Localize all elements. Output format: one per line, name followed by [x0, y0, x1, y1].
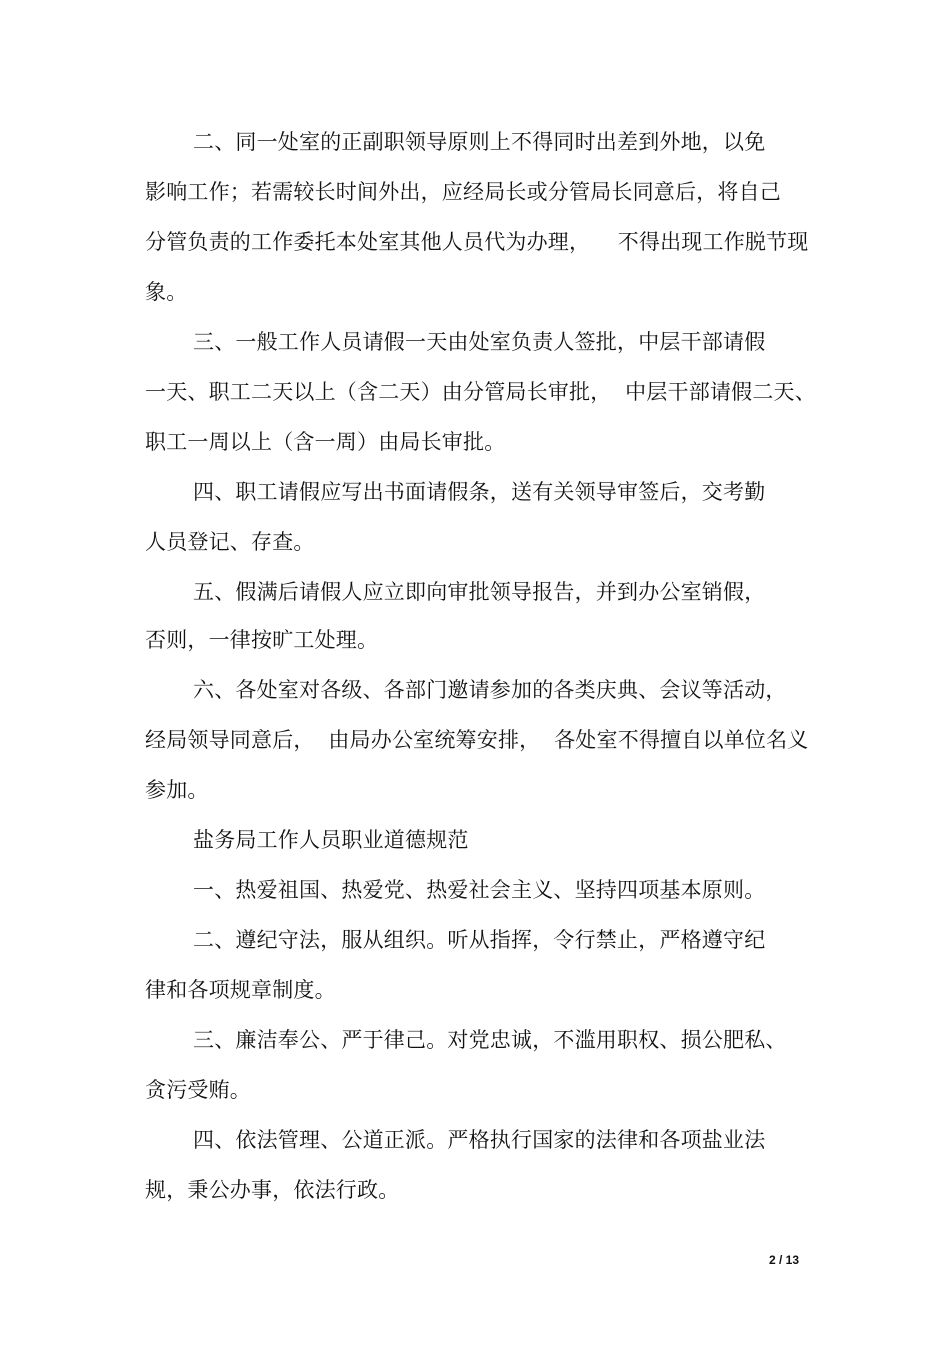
paragraph-line: 四、依法管理、公道正派。严格执行国家的法律和各项盐业法 [193, 1128, 766, 1152]
section-heading: 盐务局工作人员职业道德规范 [193, 828, 469, 852]
paragraph-line: 人员登记、存查。 [145, 530, 315, 554]
paragraph-line: 一天、职工二天以上（含二天）由分管局长审批， 中层干部请假二天、 [145, 380, 816, 404]
paragraph-line: 二、同一处室的正副职领导原则上不得同时出差到外地，以免 [193, 130, 766, 154]
paragraph-line: 六、各处室对各级、各部门邀请参加的各类庆典、会议等活动， [193, 678, 787, 702]
paragraph-line: 职工一周以上（含一周）由局长审批。 [145, 430, 506, 454]
page-number: 2 / 13 [769, 1253, 800, 1267]
paragraph-line: 规，秉公办事，依法行政。 [145, 1178, 400, 1202]
paragraph-line: 参加。 [145, 778, 209, 802]
paragraph-line: 贪污受贿。 [145, 1078, 251, 1102]
paragraph-line: 分管负责的工作委托本处室其他人员代为办理， 不得出现工作脱节现 [145, 230, 809, 254]
paragraph-line: 影响工作；若需较长时间外出，应经局长或分管局长同意后，将自己 [145, 180, 781, 204]
paragraph-line: 三、一般工作人员请假一天由处室负责人签批，中层干部请假 [193, 330, 766, 354]
paragraph-line: 五、假满后请假人应立即向审批领导报告，并到办公室销假， [193, 580, 766, 604]
paragraph-line: 律和各项规章制度。 [145, 978, 336, 1002]
paragraph-line: 四、职工请假应写出书面请假条，送有关领导审签后，交考勤 [193, 480, 766, 504]
paragraph-line: 三、廉洁奉公、严于律己。对党忠诚，不滥用职权、损公肥私、 [193, 1028, 787, 1052]
paragraph-line: 一、热爱祖国、热爱党、热爱社会主义、坚持四项基本原则。 [193, 878, 766, 902]
paragraph-line: 象。 [145, 280, 188, 304]
paragraph-line: 否则，一律按旷工处理。 [145, 628, 379, 652]
paragraph-line: 经局领导同意后， 由局办公室统筹安排， 各处室不得擅自以单位名义 [145, 728, 809, 752]
paragraph-line: 二、遵纪守法，服从组织。听从指挥，令行禁止，严格遵守纪 [193, 928, 766, 952]
